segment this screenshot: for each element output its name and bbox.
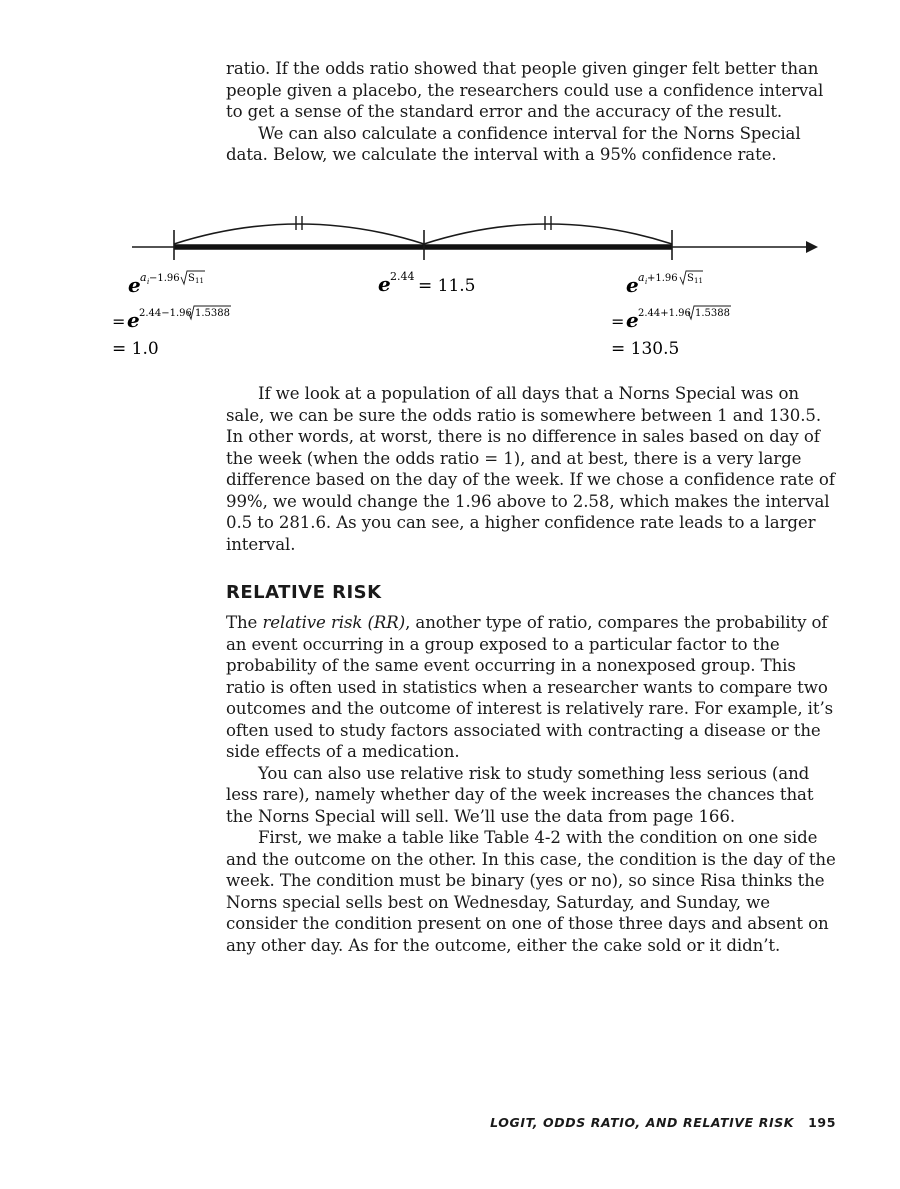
center-exp: 2.44 bbox=[390, 270, 415, 283]
lower-base: e bbox=[128, 273, 141, 297]
paragraph-3: If we look at a population of all days that a Norns Special was on sale, we can be sure the odds ratio is somewhere between 1 and 130.5. In other words, at worst, there is no difference in sales based on day of the week (when the odds ratio = 1), and at best, there is a very large difference based on the day of the week. If we chose a confidence rate of 99%, we would change the 1.96 above to 2.58, which makes the interval 0.5 to 281.6. As you can see, a higher confidence rate leads to a larger interval. bbox=[226, 384, 835, 554]
rr-paragraph-3: First, we make a table like Table 4-2 with the condition on one side and the outcome on the other. In this case, the condition is the day of the week. The condition must be binary (yes or no), so since Risa thinks the Norns special sells best on Wednesday, Saturday, and Sunday, we consider the condition present on one of those three days and absent on any other day. As for the outcome, either the cake sold or it didn’t. bbox=[226, 828, 836, 955]
arrow-head-icon bbox=[806, 241, 818, 253]
rr-intro-after: , another type of ratio, compares the probability of an event occurring in a group exposed to a particular factor to the probability of the same event occurring in a nonexposed group. This ratio is often used in statistics when a researcher wants to compare two outcomes and the outcome of interest is relatively rare. For example, it’s often used to study factors associated with contracting a disease or the side effects of a medication. bbox=[226, 613, 834, 761]
upper-line2-prefix: = bbox=[611, 312, 625, 331]
lower-bound-formula bbox=[112, 271, 231, 359]
upper-base: e bbox=[626, 273, 639, 297]
equal-mark-right-icon bbox=[545, 216, 551, 230]
upper-sqrt-arg: S bbox=[687, 273, 694, 284]
page-footer bbox=[490, 1115, 836, 1130]
equal-mark-left-icon bbox=[296, 216, 302, 230]
lower-sqrt-sub: 11 bbox=[195, 277, 204, 285]
lower-line2-prefix: = bbox=[112, 312, 126, 331]
lower-line2-sqrt: 1.5388 bbox=[195, 308, 230, 319]
section-heading: RELATIVE RISK bbox=[226, 582, 382, 603]
relative-risk-text bbox=[226, 612, 838, 956]
upper-exp-sub: i bbox=[645, 278, 648, 286]
lower-line2-base: e bbox=[127, 308, 140, 332]
lower-line2-exp: 2.44−1.96 bbox=[139, 308, 192, 319]
upper-sqrt-sub: 11 bbox=[694, 277, 703, 285]
center-base: e bbox=[378, 272, 391, 296]
rr-intro-before: The bbox=[226, 613, 263, 632]
rr-term: relative risk (RR) bbox=[262, 613, 406, 632]
upper-line2-base: e bbox=[626, 308, 639, 332]
rr-paragraph-2: You can also use relative risk to study something less serious (and less rare), namely whether day of the week increases the chances that the Norns Special will sell. We’ll use the data from page 166. bbox=[226, 763, 814, 826]
lower-result: = 1.0 bbox=[112, 339, 159, 359]
intro-text bbox=[226, 58, 838, 166]
upper-line2-exp: 2.44+1.96 bbox=[638, 308, 691, 319]
running-head: LOGIT, ODDS RATIO, AND RELATIVE RISK bbox=[490, 1115, 795, 1130]
lower-sqrt-arg: S bbox=[188, 273, 195, 284]
lower-exp-sub: i bbox=[147, 278, 150, 286]
upper-line2-sqrt: 1.5388 bbox=[695, 308, 730, 319]
upper-result: = 130.5 bbox=[611, 339, 680, 359]
point-estimate-formula bbox=[378, 270, 476, 296]
confidence-interval-diagram bbox=[0, 200, 900, 370]
center-result: = 11.5 bbox=[418, 276, 476, 296]
paragraph-1: ratio. If the odds ratio showed that people given ginger felt better than people given a placebo, the researchers could use a confidence interval to get a sense of the standard error and the accuracy of the result. bbox=[226, 59, 824, 121]
lower-exp-a: a bbox=[140, 271, 147, 284]
page-number: 195 bbox=[808, 1115, 836, 1130]
upper-exp-rest: +1.96 bbox=[647, 273, 678, 284]
arc-left bbox=[174, 224, 424, 244]
paragraph-2: We can also calculate a confidence interval for the Norns Special data. Below, we calculate the interval with a 95% confidence rate. bbox=[226, 123, 801, 164]
upper-bound-formula bbox=[611, 271, 731, 359]
interval-explanation bbox=[226, 383, 838, 555]
arc-right bbox=[424, 224, 672, 244]
lower-exp-rest: −1.96 bbox=[149, 273, 180, 284]
rr-intro-paragraph bbox=[226, 612, 838, 763]
upper-exp-a: a bbox=[638, 271, 645, 284]
